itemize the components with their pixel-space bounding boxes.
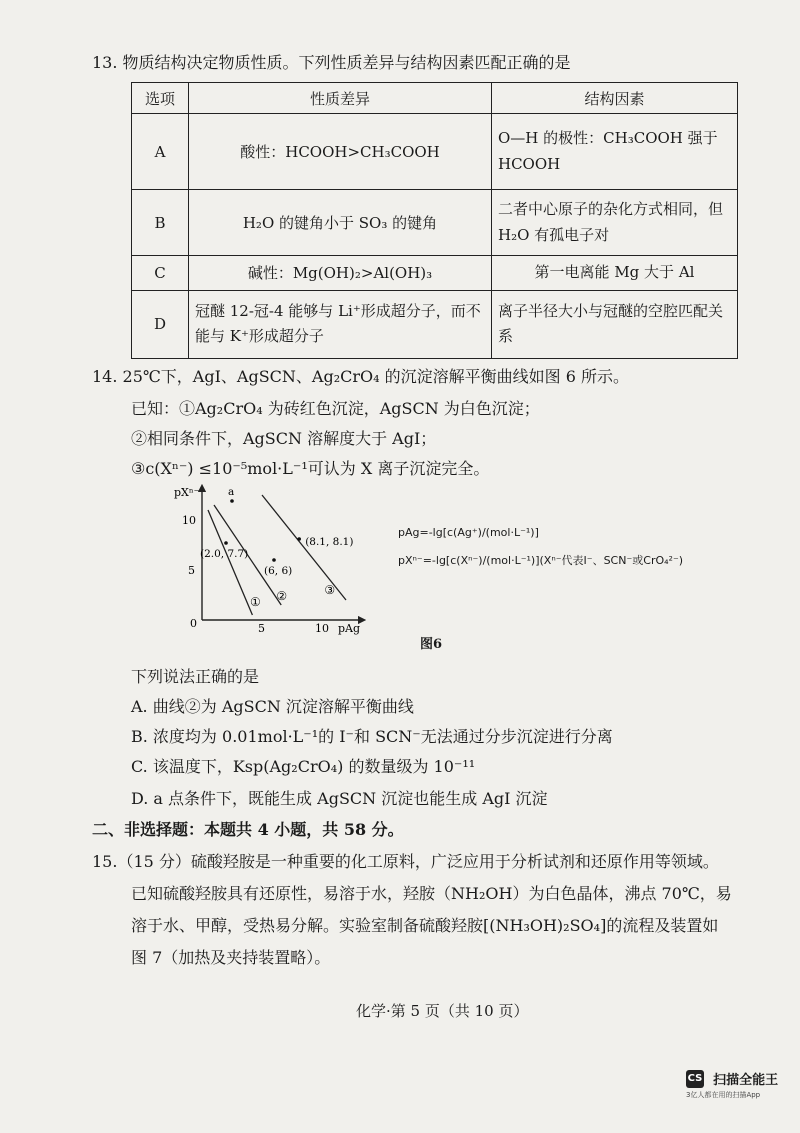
watermark-title: 扫描全能王 bbox=[713, 1073, 779, 1088]
x-tick-10: 10 bbox=[315, 622, 329, 635]
row-property: 酸性：HCOOH>CH₃COOH bbox=[189, 114, 492, 190]
table-row bbox=[132, 114, 738, 190]
formula-pag: pAg=-lg[c(Ag⁺)/(mol·L⁻¹)] bbox=[398, 526, 539, 539]
q15-line-3: 溶于水、甲醇，受热易分解。实验室制备硫酸羟胺[(NH₃OH)₂SO₄]的流程及装置如 bbox=[131, 916, 719, 935]
series-line-1 bbox=[208, 510, 252, 615]
table-header-row bbox=[132, 83, 738, 114]
choice-c: C. 该温度下，Ksp(Ag₂CrO₄) 的数量级为 10⁻¹¹ bbox=[131, 757, 476, 776]
row-structure: O—H 的极性：CH₃COOH 强于 HCOOH bbox=[492, 114, 738, 190]
header-structure: 结构因素 bbox=[492, 83, 738, 114]
cs-logo-icon: CS bbox=[686, 1070, 704, 1088]
q14-question: 下列说法正确的是 bbox=[131, 667, 260, 686]
data-point-label-4: a bbox=[228, 486, 235, 498]
row-property: H₂O 的键角小于 SO₃ 的键角 bbox=[189, 190, 492, 256]
data-point-2 bbox=[272, 558, 276, 562]
table-row bbox=[132, 290, 738, 358]
row-property: 冠醚 12-冠-4 能够与 Li⁺形成超分子，而不能与 K⁺形成超分子 bbox=[189, 290, 492, 358]
scanner-watermark bbox=[686, 1068, 778, 1100]
y-axis-label: pXⁿ⁻ bbox=[174, 486, 200, 499]
row-option: B bbox=[132, 190, 189, 256]
points-layer bbox=[200, 486, 353, 577]
q14-known-2: ②相同条件下，AgSCN 溶解度大于 AgI； bbox=[131, 429, 437, 448]
formula-px: pXⁿ⁻=-lg[c(Xⁿ⁻)/(mol·L⁻¹)](Xⁿ⁻代表I⁻、SCN⁻或CrO₄²⁻) bbox=[398, 554, 684, 567]
data-point-label-3: (8.1, 8.1) bbox=[305, 536, 354, 548]
data-point-1 bbox=[224, 541, 228, 545]
header-property: 性质差异 bbox=[189, 83, 492, 114]
table-row bbox=[132, 190, 738, 256]
row-property: 碱性：Mg(OH)₂>Al(OH)₃ bbox=[189, 256, 492, 291]
data-point-label-2: (6, 6) bbox=[264, 565, 293, 577]
row-option: A bbox=[132, 114, 189, 190]
q14-known-1: 已知：①Ag₂CrO₄ 为砖红色沉淀，AgSCN 为白色沉淀； bbox=[131, 399, 540, 418]
q14-stem: 14. 25℃下，AgI、AgSCN、Ag₂CrO₄ 的沉淀溶解平衡曲线如图 6 所示。 bbox=[92, 367, 629, 386]
row-option: C bbox=[132, 256, 189, 291]
choice-b: B. 浓度均为 0.01mol·L⁻¹的 I⁻和 SCN⁻无法通过分步沉淀进行分离 bbox=[131, 727, 613, 746]
q13-options-table bbox=[131, 82, 738, 359]
row-structure: 二者中心原子的杂化方式相同，但 H₂O 有孤电子对 bbox=[492, 190, 738, 256]
q15-line-4: 图 7（加热及夹持装置略）。 bbox=[131, 948, 331, 967]
row-structure: 离子半径大小与冠醚的空腔匹配关系 bbox=[492, 290, 738, 358]
data-point-label-1: (2.0, 7.7) bbox=[200, 548, 249, 560]
watermark-subtitle: 3亿人都在用的扫描App bbox=[686, 1091, 761, 1099]
row-structure: 第一电离能 Mg 大于 Al bbox=[492, 256, 738, 291]
data-point-4 bbox=[230, 499, 234, 503]
series-label-1: ① bbox=[250, 595, 261, 609]
choice-d: D. a 点条件下，既能生成 AgSCN 沉淀也能生成 AgI 沉淀 bbox=[131, 789, 548, 808]
x-tick-5: 5 bbox=[258, 622, 265, 635]
table-row bbox=[132, 256, 738, 291]
y-tick-10: 10 bbox=[182, 514, 196, 527]
page-footer: 化学·第 5 页（共 10 页） bbox=[356, 1002, 529, 1020]
q13-title: 13. 物质结构决定物质性质。下列性质差异与结构因素匹配正确的是 bbox=[92, 53, 571, 72]
series-label-3: ③ bbox=[324, 583, 336, 597]
y-tick-5: 5 bbox=[188, 564, 195, 577]
q15-line-2: 已知硫酸羟胺具有还原性，易溶于水，羟胺（NH₂OH）为白色晶体，沸点 70℃，易 bbox=[131, 884, 732, 903]
header-option: 选项 bbox=[132, 83, 189, 114]
section-2-title: 二、非选择题：本题共 4 小题，共 58 分。 bbox=[92, 820, 404, 839]
x-axis-label: pAg bbox=[338, 622, 361, 635]
q14-known-3: ③c(Xⁿ⁻) ≤10⁻⁵mol·L⁻¹可认为 X 离子沉淀完全。 bbox=[131, 459, 490, 478]
row-option: D bbox=[132, 290, 189, 358]
figure-caption: 图6 bbox=[420, 637, 443, 652]
series-label-2: ② bbox=[276, 589, 288, 603]
choice-a: A. 曲线②为 AgSCN 沉淀溶解平衡曲线 bbox=[131, 697, 414, 716]
data-point-3 bbox=[297, 537, 301, 541]
origin-label: 0 bbox=[190, 617, 197, 630]
q15-line-1: 15.（15 分）硫酸羟胺是一种重要的化工原料，广泛应用于分析试剂和还原作用等领域。 bbox=[92, 852, 719, 871]
solubility-chart bbox=[170, 480, 370, 640]
